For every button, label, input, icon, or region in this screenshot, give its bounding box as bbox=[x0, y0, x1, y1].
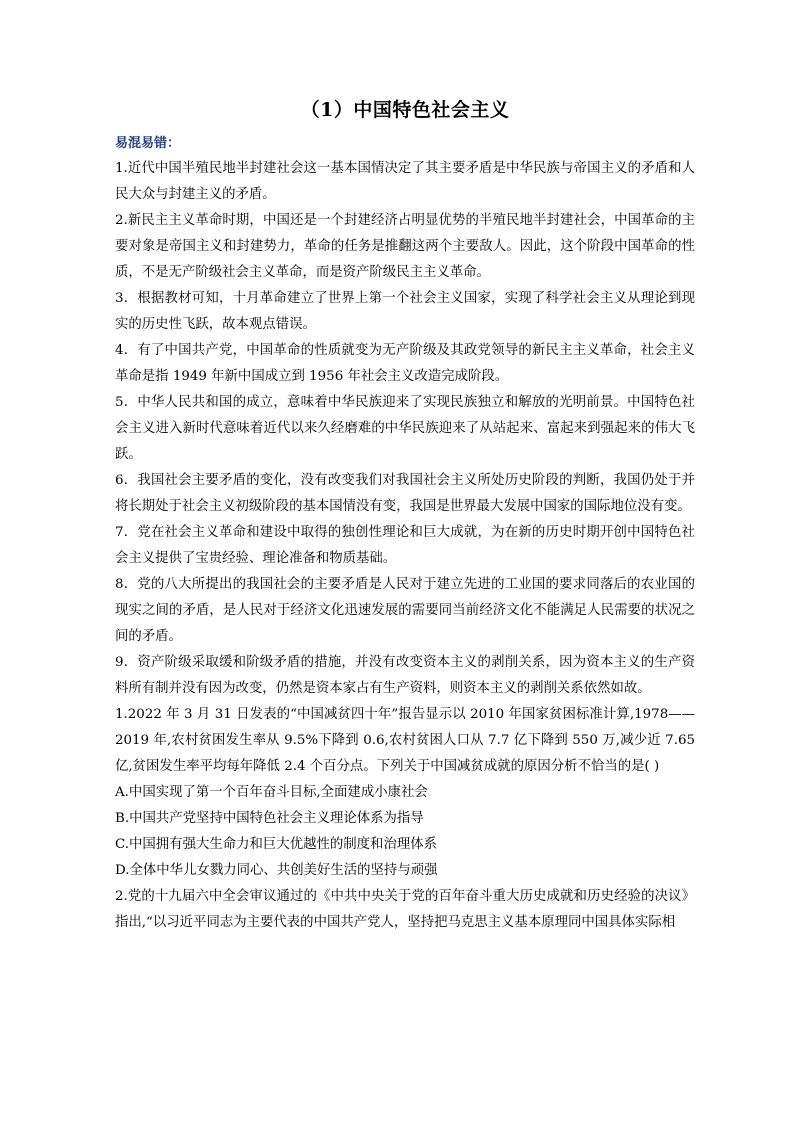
point-1: 1.近代中国半殖民地半封建社会这一基本国情决定了其主要矛盾是中华民族与帝国主义的矛盾和人民大众与封建主义的矛盾。 bbox=[115, 161, 695, 202]
page-title: （1）中国特色社会主义 bbox=[300, 99, 510, 121]
point-6: 6．我国社会主要矛盾的变化，没有改变我们对我国社会主义所处历史阶段的判断，我国仍处于并将长期处于社会主义初级阶段的基本国情没有变，我国是世界最大发展中国家的国际地位没有变。 bbox=[115, 473, 695, 514]
question-1-stem: 1.2022 年 3 月 31 日发表的“中国减贫四十年”报告显示以 2010 年国家贫困标准计算,1978——2019 年,农村贫困发生率从 9.5%下降到 0.6,农村贫困人口从 7.7 亿下降到 550 万,减少近 7.65 亿,贫困发生率平均每年降低 2.4 个百分点。下列关于中国减贫成就的原因分析不恰当的是( ) bbox=[115, 707, 695, 774]
point-8: 8．党的八大所提出的我国社会的主要矛盾是人民对于建立先进的工业国的要求同落后的农业国的现实之间的矛盾，是人民对于经济文化迅速发展的需要同当前经济文化不能满足人民需要的状况之间的矛盾。 bbox=[115, 577, 695, 644]
document-content bbox=[115, 96, 695, 936]
question-1-option-b: B.中国共产党坚持中国特色社会主义理论体系为指导 bbox=[115, 811, 424, 826]
question-2-stem: 2.党的十九届六中全会审议通过的《中共中央关于党的百年奋斗重大历史成就和历史经验的决议》指出,“以习近平同志为主要代表的中国共产党人，坚持把马克思主义基本原理同中国具体实际相 bbox=[115, 889, 695, 930]
question-1-option-d: D.全体中华儿女戮力同心、共创美好生活的坚持与顽强 bbox=[115, 863, 438, 878]
point-3: 3．根据教材可知，十月革命建立了世界上第一个社会主义国家，实现了科学社会主义从理论到现实的历史性飞跃，故本观点错误。 bbox=[115, 291, 695, 332]
question-1-option-a: A.中国实现了第一个百年奋斗目标,全面建成小康社会 bbox=[115, 785, 428, 800]
section-label: 易混易错： bbox=[115, 136, 181, 151]
point-9: 9．资产阶级采取缓和阶级矛盾的措施，并没有改变资本主义的剥削关系，因为资本主义的生产资料所有制并没有因为改变，仍然是资本家占有生产资料，则资本主义的剥削关系依然如故。 bbox=[115, 655, 695, 696]
point-4: 4．有了中国共产党，中国革命的性质就变为无产阶级及其政党领导的新民主主义革命，社会主义革命是指 1949 年新中国成立到 1956 年社会主义改造完成阶段。 bbox=[115, 343, 695, 384]
point-5: 5．中华人民共和国的成立，意味着中华民族迎来了实现民族独立和解放的光明前景。中国特色社会主义进入新时代意味着近代以来久经磨难的中华民族迎来了从站起来、富起来到强起来的伟大飞跃。 bbox=[115, 395, 695, 462]
point-2: 2.新民主主义革命时期，中国还是一个封建经济占明显优势的半殖民地半封建社会，中国革命的主要对象是帝国主义和封建势力，革命的任务是推翻这两个主要敌人。因此，这个阶段中国革命的性质，不是无产阶级社会主义革命，而是资产阶级民主主义革命。 bbox=[115, 213, 695, 280]
question-1-option-c: C.中国拥有强大生命力和巨大优越性的制度和治理体系 bbox=[115, 837, 438, 852]
point-7: 7．党在社会主义革命和建设中取得的独创性理论和巨大成就，为在新的历史时期开创中国特色社会主义提供了宝贵经验、理论准备和物质基础。 bbox=[115, 525, 695, 566]
